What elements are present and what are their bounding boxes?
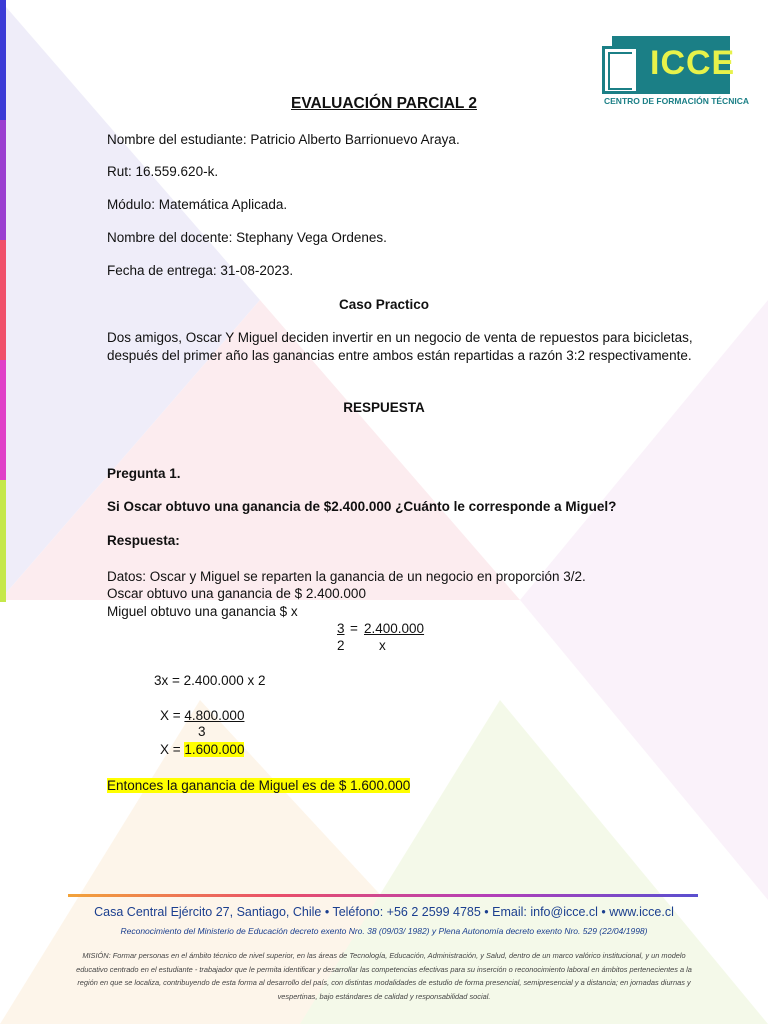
footer-recognition: Reconocimiento del Ministerio de Educación decreto exento Nro. 38 (09/03/ 1982) y Plena Autonomía decreto exento Nro. 529 (22/04/1998)	[120, 926, 648, 936]
step-1: 3x = 2.400.000 x 2	[154, 673, 266, 688]
footer-address: Casa Central Ejército 27, Santiago, Chile • Teléfono: +56 2 2599 4785 • Email: info@icce.cl • www.icce.cl	[94, 905, 674, 919]
step-2-denominator: 3	[198, 724, 206, 739]
case-line-1: Dos amigos, Oscar Y Miguel deciden invertir en un negocio de venta de repuestos para bicicletas,	[107, 330, 693, 345]
logo-subtitle: CENTRO DE FORMACIÓN TÉCNICA	[604, 96, 749, 106]
case-line-2: después del primer año las ganancias entre ambos están repartidas a razón 3:2 respectivamente.	[107, 348, 692, 363]
student-rut: Rut: 16.559.620-k.	[107, 164, 219, 179]
fraction-right-denominator: x	[379, 638, 386, 653]
question-text: Si Oscar obtuvo una ganancia de $2.400.000 ¿Cuánto le corresponde a Miguel?	[107, 499, 617, 514]
step-2-numerator: 4.800.000	[184, 708, 245, 723]
conclusion	[107, 778, 410, 794]
step-2	[160, 708, 244, 724]
side-strip-lime	[0, 480, 6, 602]
teacher: Nombre del docente: Stephany Vega Ordenes.	[107, 230, 387, 245]
step-3	[160, 742, 244, 758]
fraction-right-numerator: 2.400.000	[364, 621, 425, 636]
delivery-date: Fecha de entrega: 31-08-2023.	[107, 263, 294, 278]
data-line-3: Miguel obtuvo una ganancia $ x	[107, 604, 298, 619]
conclusion-text: Entonces la ganancia de Miguel es de $ 1.600.000	[107, 778, 411, 793]
fraction-left-denominator: 2	[337, 638, 345, 653]
page-title: EVALUACIÓN PARCIAL 2	[290, 95, 477, 112]
footer-divider	[68, 894, 698, 897]
case-heading: Caso Practico	[338, 297, 430, 312]
step-2-prefix: X =	[160, 708, 185, 723]
data-line-2: Oscar obtuvo una ganancia de $ 2.400.000	[107, 586, 366, 601]
step-3-prefix: X =	[160, 742, 185, 757]
side-strip-magenta	[0, 360, 6, 480]
data-line-1: Datos: Oscar y Miguel se reparten la ganancia de un negocio en proporción 3/2.	[107, 569, 586, 584]
footer-mision: MISIÓN: Formar personas en el ámbito técnico de nivel superior, en las áreas de Tecnología, Educación, Administración, y Salud, dentro de un marco valórico institucional, y un modelo educativo centrado en el estudiante - trabajador que le permita identificar y desarrollar las competencias efectivas para su inserción o reconocimiento laboral en ámbitos pertenecientes a la región en que se localiza, contribuyendo de esta forma al desarrollo del país, con distintas modalidades de estudio de forma presencial, semipresencial y a distancia; en jornadas diurnas y vespertinas, bajo estándares de calidad y responsabilidad social.	[76, 951, 692, 1001]
question-label: Pregunta 1.	[107, 466, 181, 481]
logo-text: ICCE	[650, 44, 736, 82]
answer-label: Respuesta:	[107, 533, 180, 548]
module: Módulo: Matemática Aplicada.	[107, 197, 288, 212]
side-strip-purple	[0, 120, 6, 240]
book-inner-icon	[608, 52, 632, 90]
fraction-left-numerator: 3	[337, 621, 345, 636]
answer-heading: RESPUESTA	[343, 400, 425, 415]
step-3-value: 1.600.000	[184, 742, 245, 757]
fraction-equals: =	[350, 621, 358, 636]
student-name: Nombre del estudiante: Patricio Alberto Barrionuevo Araya.	[107, 132, 460, 147]
